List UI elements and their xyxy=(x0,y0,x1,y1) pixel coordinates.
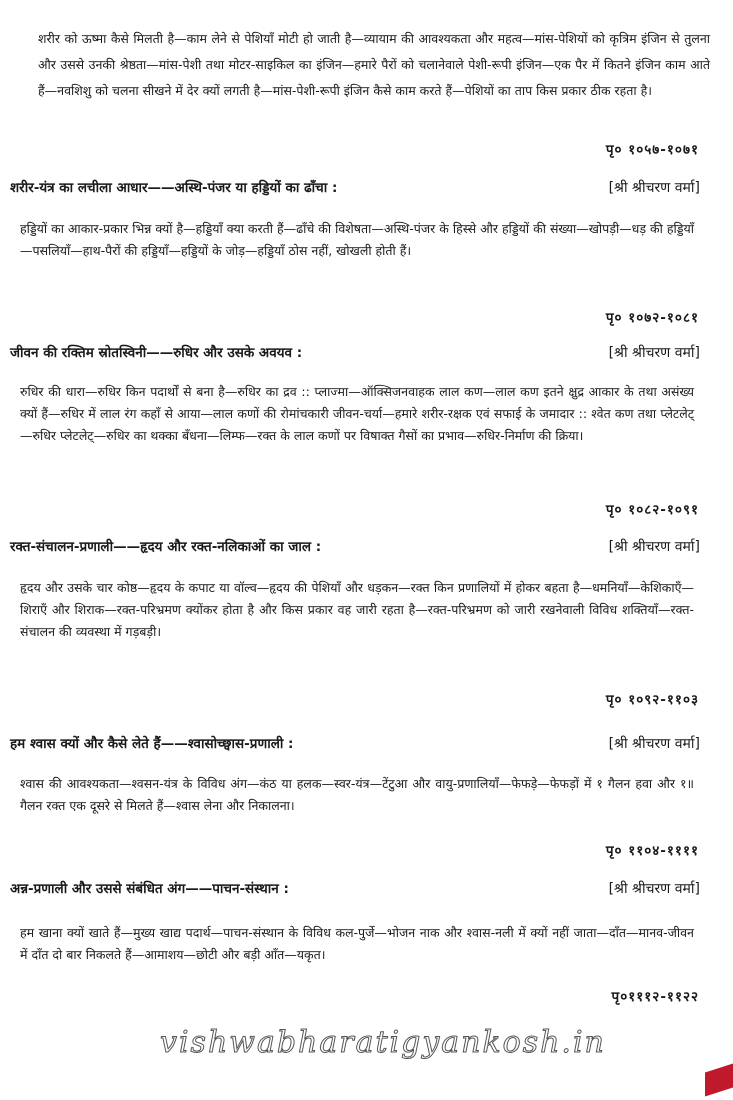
section-heading xyxy=(10,734,700,760)
section-page-range: पृ० १०७२-१०८१ xyxy=(605,310,699,326)
section-author: [श्री श्रीचरण वर्मा] xyxy=(608,736,700,752)
section-title: जीवन की रक्तिम स्रोतस्विनी——रुधिर और उसके अवयव : xyxy=(10,345,303,361)
section-summary: हृदय और उसके चार कोष्ठ—हृदय के कपाट या वॉल्व—हृदय की पेशियाँ और धड़कन—रक्त किन प्रणालियों में होकर बहता है—धमनियाँ—केशिकाएँ—शिराएँ और शिराक—रक्त-परिभ्रमण क्योंकर होता है और किस प्रकार वह जारी रहता है—रक्त-परिभ्रमण को जारी रखनेवाली विविध शक्तियाँ—रक्त-संचालन की व्यवस्था में गड़बड़ी। xyxy=(20,580,694,639)
section-heading xyxy=(10,879,700,905)
section-author: [श्री श्रीचरण वर्मा] xyxy=(608,881,700,897)
section-title: रक्त-संचालन-प्रणाली——हृदय और रक्त-नलिकाओं का जाल : xyxy=(10,539,322,555)
section-page-range: पृ० १०८२-१०९१ xyxy=(605,502,699,518)
section-page-range: पृ०१११२-११२२ xyxy=(611,989,699,1005)
section-title: शरीर-यंत्र का लचीला आधार——अस्थि-पंजर या हड्डियों का ढाँचा : xyxy=(10,180,338,196)
site-watermark: vishwabharatigyankosh.in xyxy=(160,1025,606,1060)
section-summary: रुधिर की धारा—रुधिर किन पदार्थों से बना है—रुधिर का द्रव :: प्लाज्मा—ऑक्सिजनवाहक लाल कण—लाल कण इतने क्षुद्र आकार के तथा असंख्य क्यों हैं—रुधिर में लाल रंग कहाँ से आया—लाल कणों की रोमांचकारी जीवन-चर्या—हमारे शरीर-रक्षक एवं सफाई के जमादार :: श्वेत कण तथा प्लेटलेट्—रुधिर प्लेटलेट्—रुधिर का थक्का बँधना—लिम्फ—रक्त के लाल कणों पर विषाक्त गैसों का प्रभाव—रुधिर-निर्माण की क्रिया। xyxy=(20,384,694,443)
section-heading xyxy=(10,343,700,369)
section-summary: श्वास की आवश्यकता—श्वसन-यंत्र के विविध अंग—कंठ या हलक—स्वर-यंत्र—टेंटुआ और वायु-प्रणालियाँ—फेफड़े—फेफड़ों में १ गैलन हवा और १॥ गैलन रक्त एक दूसरे से मिलते हैं—श्वास लेना और निकालना। xyxy=(20,776,694,813)
intro-summary: शरीर को ऊष्मा कैसे मिलती है—काम लेने से पेशियाँ मोटी हो जाती है—व्यायाम की आवश्यकता और महत्व—मांस-पेशियों को कृत्रिम इंजिन से तुलना और उससे उनकी श्रेष्ठता—मांस-पेशी तथा मोटर-साइकिल का इंजिन—हमारे पैरों को चलानेवाले पेशी-रूपी इंजिन—एक पैर में कितने इंजिन काम आते हैं—नवशिशु को चलना सीखने में देर क्यों लगती है—मांस-पेशी-रूपी इंजिन कैसे काम करते हैं—पेशियों का ताप किस प्रकार ठीक रहता है। xyxy=(38,31,710,98)
section-summary: हम खाना क्यों खाते हैं—मुख्य खाद्य पदार्थ—पाचन-संस्थान के विविध कल-पुर्जे—भोजन नाक और श्वास-नली में क्यों नहीं जाता—दाँत—मानव-जीवन में दाँत दो बार निकलते हैं—आमाशय—छोटी और बड़ी आँत—यकृत। xyxy=(20,925,694,962)
section-title: हम श्वास क्यों और कैसे लेते हैं——श्वासोच्छ्वास-प्रणाली : xyxy=(10,736,294,752)
section-author: [श्री श्रीचरण वर्मा] xyxy=(608,180,700,196)
page-edge-mark xyxy=(705,1063,733,1096)
section-author: [श्री श्रीचरण वर्मा] xyxy=(608,539,700,555)
section-page-range: पृ० १०९२-११०३ xyxy=(605,692,699,708)
section-author: [श्री श्रीचरण वर्मा] xyxy=(608,345,700,361)
section-heading xyxy=(10,537,700,563)
section-title: अन्न-प्रणाली और उससे संबंधित अंग——पाचन-संस्थान : xyxy=(10,881,289,897)
section-summary: हड्डियों का आकार-प्रकार भिन्न क्यों है—हड्डियाँ क्या करती हैं—ढाँचे की विशेषता—अस्थि-पंजर के हिस्से और हड्डियों की संख्या—खोपड़ी—धड़ की हड्डियाँ—पसलियाँ—हाथ-पैरों की हड्डियाँ—हड्डियों के जोड़—हड्डियाँ ठोस नहीं, खोखली होती हैं। xyxy=(20,221,694,258)
intro-page-range: पृ० १०५७-१०७१ xyxy=(605,142,699,158)
section-heading xyxy=(10,178,700,204)
section-page-range: पृ० ११०४-११११ xyxy=(605,843,699,859)
